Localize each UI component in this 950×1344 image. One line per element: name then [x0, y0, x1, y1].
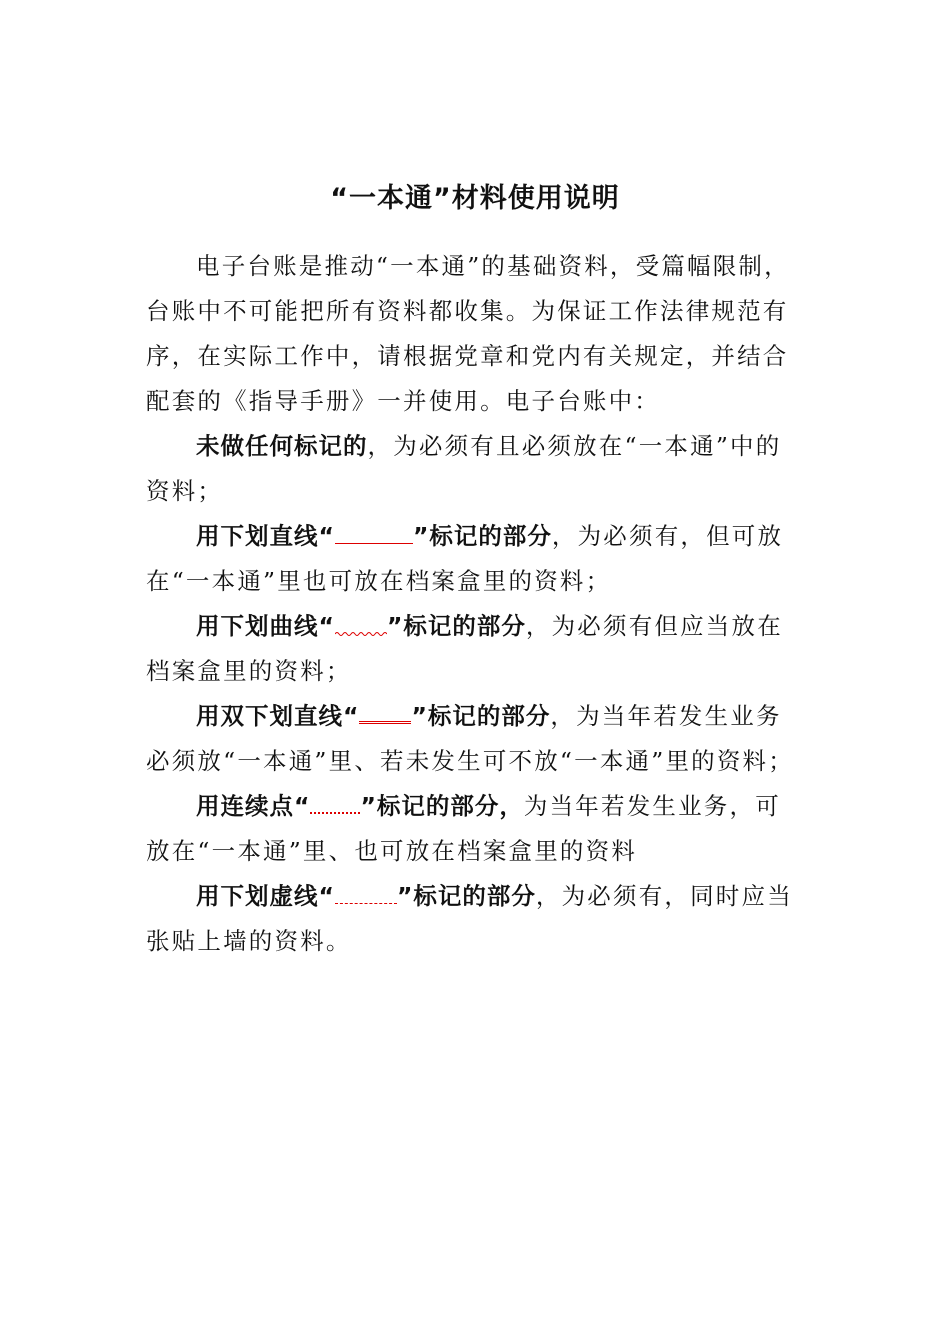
rule-paragraph-dotted-underline: [146, 784, 806, 874]
rule-paragraph-double-underline: [146, 694, 806, 784]
rule-description: 为当年若发生业务，可放在“一本通”里、也可放在档案盒里的资料: [146, 792, 781, 865]
rule-paragraph-dashed-underline: [146, 874, 806, 964]
single-underline-marker: [335, 523, 413, 544]
intro-paragraph: 电子台账是推动“一本通”的基础资料，受篇幅限制，台账中不可能把所有资料都收集。为保证工作法律规范有序，在实际工作中，请根据党章和党内有关规定，并结合配套的《指导手册》一并使用。电子台账中：: [146, 252, 790, 415]
dotted-underline-marker: [310, 792, 360, 814]
rule-description: ，为必须有，同时应当张贴上墙的资料。: [146, 882, 793, 955]
double-underline-marker: [359, 701, 411, 724]
rule-label-start: 用下划直线“: [196, 522, 335, 550]
dashed-underline-marker: [335, 883, 397, 904]
rule-label-end: ”标记的部分: [412, 522, 552, 550]
rule-label-end: ”标记的部分: [411, 702, 551, 730]
rule-label-end: ”标记的部分: [386, 612, 526, 640]
rule-label: 未做任何标记的: [196, 432, 368, 460]
rule-label-start: 用双下划直线“: [196, 702, 360, 730]
rule-label-end: ”标记的部分: [396, 882, 536, 910]
rule-label-end: ”标记的部分，: [360, 792, 524, 820]
rule-paragraph-unmarked: [146, 424, 806, 514]
rule-description: ，为当年若发生业务必须放“一本通”里、若未发生可不放“一本通”里的资料；: [146, 702, 794, 775]
rule-description: ，为必须有且必须放在“一本通”中的资料；: [146, 432, 782, 505]
rule-paragraph-single-underline: [146, 514, 806, 604]
rule-description: ，为必须有但应当放在档案盒里的资料；: [146, 612, 783, 685]
rule-label-start: 用连续点“: [196, 792, 311, 820]
rule-description: ，为必须有，但可放在“一本通”里也可放在档案盒里的资料；: [146, 522, 784, 595]
wavy-underline-marker: [335, 614, 387, 634]
rule-label-start: 用下划虚线“: [196, 882, 335, 910]
rule-label-start: 用下划曲线“: [196, 612, 335, 640]
document-title: “一本通”材料使用说明: [330, 183, 620, 214]
document-body: [146, 244, 806, 964]
rule-paragraph-wavy-underline: [146, 604, 806, 694]
